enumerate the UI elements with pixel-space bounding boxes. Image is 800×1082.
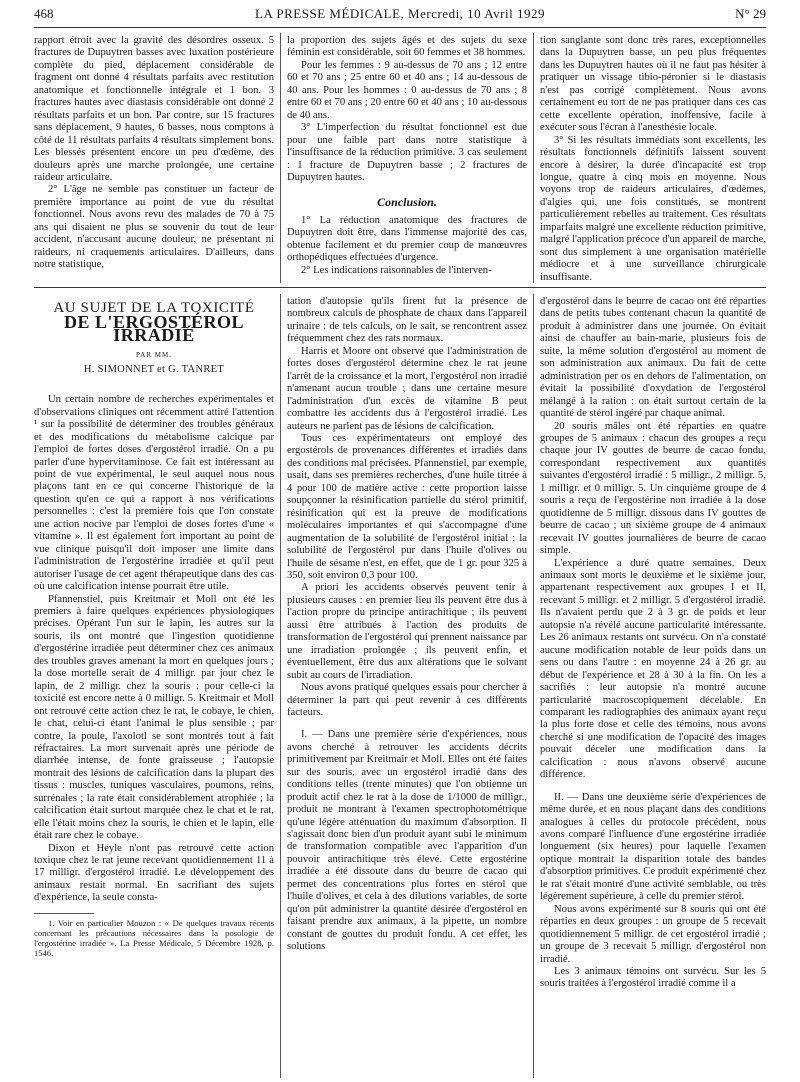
paragraph: 3° L'imperfection du résultat fonctionnel est due pour une faible part dans notre statistique à l'insuffisance de la réduction primitive. 3 cas seulement : 1 fracture de Dupuytren basse ; 2 fractures de Dupuytren hautes. <box>287 122 527 183</box>
paragraph: I. — Dans une première série d'expériences, nous avons cherché à retrouver les accidents décrits primitivement par Kreitmair et Moll. Elles ont été faites sur des souris, avec un ergostérol irradié dans des conditions telles (trente minutes) que l'on obtienne un produit actif chez le rat à la dose de 1/1000 de milligr., produit ne montrant à l'examen spectrophotométrique qu'une légère atténuation du maximum d'absorption. Il s'agissait donc bien d'un produit ayant subi le minimum de transformation compatible avec l'apparition d'un pouvoir antirachitique très élevé. Cette ergostérine irradiée a été dissoute dans du beurre de cacao qui permet des concentrations plus fortes en stérol que l'huile d'olives, et cela à des dilutions variables, de sorte qu'on pût administrer la quantité désirée d'ergostérol en faisant prendre aux animaux, à la pipette, un nombre constant de gouttes du produit fondu. A cet effet, les solutions <box>287 729 527 953</box>
paragraph: 3° Si les résultats immédiats sont excellents, les résultats fonctionnels définitifs laissent souvent encore à désirer, la durée d'incapacité est trop longue, quatre à cinq mois en moyenne. Nous voyons trop de raideurs articulaires, d'œdèmes, d'algies qui, une fois constitués, se montrent particulièrement rebelles au traitement. Ces résultats imparfaits malgré une excellente réduction primitive, malgré l'application précoce d'un appareil de marche, sont dus simplement à une organisation matérielle médiocre et à une surveillance chirurgicale insuffisante. <box>540 134 766 281</box>
byline-par: PAR MM. <box>136 351 172 360</box>
paragraph: Les 3 animaux témoins ont survécu. Sur les 5 souris traitées à l'ergostérol irradié comme il a <box>540 966 766 990</box>
article-column-1 <box>34 296 274 1076</box>
issue-number: N° 29 <box>735 6 766 21</box>
paragraph: A priori les accidents observés peuvent tenir à plusieurs causes : en premier lieu ils peuvent être dus à l'action propre du principe antirachitique ; ils peuvent aussi être attribués à l'action des produits de transformation de l'ergostérol qui prennent naissance par une irradiation prolongée ; ils peuvent enfin, et éventuellement, être dus aux altérations que le solvant subit au cours de l'irradiation. <box>287 582 527 681</box>
paragraph: la proportion des sujets âgés et des sujets du sexe féminin est considérable, soit 60 femmes et 38 hommes. <box>287 35 527 59</box>
journal-title: LA PRESSE MÉDICALE, Mercredi, 10 Avril 1929 <box>255 6 545 21</box>
paragraph: Nous avons pratiqué quelques essais pour chercher à déterminer la part qui peut revenir à ces différents facteurs. <box>287 682 527 718</box>
conclusion-heading: Conclusion. <box>377 195 437 210</box>
column-divider <box>280 294 281 1078</box>
top-column-2 <box>287 35 527 281</box>
paragraph: 2° L'âge ne semble pas constituer un facteur de première importance au point de vue du résultat fonctionnel. Nous avons revu des malades de 70 à 75 ans qui disaient ne plus se souvenir du tout de leur accident, n'accusant aucune douleur, ne présentant ni raideurs, ni craquements articulaires. D'ailleurs, dans notre statistique, <box>34 184 274 271</box>
page-number: 468 <box>34 6 54 21</box>
top-column-3 <box>540 35 766 281</box>
column-divider <box>533 294 534 1078</box>
paragraph: 1° La réduction anatomique des fractures de Dupuytren doit être, dans l'immense majorité des cas, obtenue facilement et du premier coup de manœuvres orthopédiques effectuées d'urgence. <box>287 214 527 264</box>
page-header <box>34 6 766 26</box>
column-divider <box>533 33 534 283</box>
paragraph: Nous avons expérimenté sur 8 souris qui ont été réparties en deux groupes : un groupe de 5 recevait quotidiennement 5 milligr. de cet ergostérol irradié ; un groupe de 3 recevait 5 milligr. d'ergostérol non irradié. <box>540 903 766 965</box>
paragraph: tion sanglante sont donc très rares, exceptionnelles dans la Dupuytren basse, un peu plus fréquentes dans les Dupuytren hautes où il ne faut pas hésiter à pratiquer un vissage tibio-péronier si le diastasis n'est pas corrigé complètement. Nous avons certainement eu tort de ne pas pratiquer dans ces cas cette excellente opération, inoffensive, facile à exécuter sous l'écran à l'anesthésie locale. <box>540 35 766 134</box>
paragraph: 20 souris mâles ont été réparties en quatre groupes de 5 animaux : chacun des groupes a reçu chaque jour IV gouttes de beurre de cacao fondu, correspondant respectivement aux quantités suivantes d'ergostérol irradié : 5 milligr., 2 milligr. 5, 1 milligr. et 0 milligr. 5. Un cinquième groupe de 4 souris a reçu de l'ergostérine non irradiée à la dose quotidienne de 5 milligr. dissous dans IV gouttes de beurre de cacao ; un sixième groupe de 4 animaux recevait IV gouttes journalières de beurre de cacao simple. <box>540 420 766 557</box>
paragraph: Dixon et Heyle n'ont pas retrouvé cette action toxique chez le rat jeune recevant quotidiennement 11 à 17 milligr. d'ergostérol irradié. Le développement des animaux restait normal. En sacrifiant des sujets d'expérience, la seule consta- <box>34 842 274 904</box>
article-title-line-1: AU SUJET DE LA TOXICITÉ <box>53 300 255 316</box>
paragraph: tation d'autopsie qu'ils firent fut la présence de nombreux calculs de phosphate de chaux dans l'appareil urinaire : de tels calculs, on le sait, se rencontrent assez fréquemment chez des rats normaux. <box>287 296 527 345</box>
header-rule <box>34 27 766 28</box>
article-column-2 <box>287 296 527 1076</box>
paragraph: Harris et Moore ont observé que l'administration de fortes doses d'ergostérol détermine chez le rat jeune l'arrêt de la croissance et la mort, l'ergostérol non irradié n'amenant aucun trouble ; dans une certaine mesure l'administration d'un excès de vitamine B peut combattre les accidents dus à l'ergostérol irradié. Les auteurs ne parlent pas de lésions de calcification. <box>287 345 527 432</box>
footnote-rule <box>34 913 94 914</box>
article-column-3 <box>540 296 766 1076</box>
paragraph: Un certain nombre de recherches expérimentales et d'observations cliniques ont récemment attiré l'attention ¹ sur la possibilité de déterminer des troubles généraux et des modifications du métabolisme calcique par l'emploi de fortes doses d'ergostérol irradié. On a pu parler d'une hypervitaminose. Ce fait est intéressant au point de vue expérimental, le seul auquel nous nous plaçons tant en ce qui concerne l'historique de la question qu'en ce qui a rapport à nos vérifications personnelles : c'est la première fois que l'on constate une action nocive par l'emploi de doses fortes d'une « vitamine ». Il est également fort important au point de vue clinique puisqu'il doit imposer une limite dans l'administration de l'ergostérine irradiée et qu'il peut autoriser l'usage de cet agent thérapeutique dans des cas où une calcification intense pourrait être utile. <box>34 394 274 593</box>
column-divider <box>280 33 281 283</box>
paragraph: L'expérience a duré quatre semaines. Deux animaux sont morts le deuxième et le sixième jour, appartenant respectivement aux groupes I et II, recevant 5 milligr. et 2 milligr. 5 d'ergostérol irradié. Ils n'avaient perdu que 2 à 3 gr. de poids et leur autopsie n'a révélé aucune particularité intéressante. Les 26 animaux restants ont survécu. On n'a constaté aucune modification notable de leur poids dans un sens ou dans l'autre : en moyenne 24 à 26 gr. au début de l'expérience et 28 à 30 à la fin. On les a sacrifiés : leur autopsie n'a montré aucune particularité macroscopiquement décelable. En comparant les radiographies des animaux ayant reçu la plus forte dose et celle des témoins, nous avons cherché si une modification de l'opacité des images pouvait déceler une modification dans la calcification : nous n'avons observé aucune différence. <box>540 557 766 781</box>
paragraph: rapport étroit avec la gravité des désordres osseux. 5 fractures de Dupuytren basses avec luxation postérieure complète du pied, déplacement considérable de fragment ont donné 4 résultats parfaits avec restitution anatomique et fonctionnelle intégrale et 1 bon. 3 fractures hautes avec diastasis considérable ont donné 2 résultats parfaits et un bon. Par contre, sur 15 fractures sans déplacement, 9 hautes, 6 basses, nous comptons à côté de 11 résultats parfaits 4 résultats simplement bons. Les blessés présentent encore un peu d'œdème, des douleurs après une marche prolongée, une certaine raideur articulaire. <box>34 35 274 183</box>
footnote: 1. Voir en particulier Mouzon : « De quelques travaux récents concernant les précautions nécessaires dans la posologie de l'ergostérine irradiée ». La Presse Médicale, 5 Décembre 1928, p. 1546. <box>34 917 274 959</box>
paragraph: Pour les femmes : 9 au-dessus de 70 ans ; 12 entre 60 et 70 ans ; 25 entre 60 et 40 ans ; 14 au-dessous de 40 ans. Pour les hommes : 0 au-dessus de 70 ans ; 8 entre 60 et 70 ans ; 20 entre 60 et 40 ans ; 10 au-dessous de 40 ans. <box>287 59 527 121</box>
paragraph: 2° Les indications raisonnables de l'interven- <box>301 264 492 276</box>
article-authors: H. SIMONNET et G. TANRET <box>83 363 225 375</box>
paragraph: II. — Dans une deuxième série d'expériences de même durée, et en nous plaçant dans des conditions analogues à celles du protocole précédent, nous avons comparé l'influence d'une ergostérine irradiée longuement (six heures) pour laquelle l'examen optique montrait la disparition totale des bandes d'absorption primitives. Ce produit expérimenté chez le rat s'était montré d'une activité semblable, ou très légèrement supérieure, à celle du premier stérol. <box>540 791 766 903</box>
paragraph: d'ergostérol dans le beurre de cacao ont été réparties dans de petits tubes contenant chacun la quantité de produit à administrer dans une journée. On évitait ainsi de chauffer au bain-marie, plusieurs fois de suite, la même solution d'ergostérol au moment de son administration aux animaux. Du fait de cette administration per os en dehors de l'alimentation, on évitait la possibilité d'oxydation de l'ergostérol mélangé à la ration : on était surtout certain de la quantité de stérol ingéré par chaque animal. <box>540 296 766 420</box>
paragraph: Pfannenstiel, puis Kreitmair et Moll ont été les premiers à faire quelques expériences physiologiques précises. Opérant l'un sur le lapin, les autres sur la souris, ils ont montré que l'ingestion quotidienne d'ergostérine irradiée peut déterminer chez ces animaux des troubles graves amenant la mort en quelques jours ; la dose mortelle serait de 4 milligr. par jour chez le lapin, de 2 milligr. chez la souris : pour celle-ci la toxicité est encore nette à 0 milligr. 5. Kreitmair et Moll ont retrouvé cette action chez le rat, le cobaye, le chien, le chat, celui-ci étant l'animal le plus sensible ; par contre, la poule, l'axolotl se sont montrés tout à fait réfractaires. La mort survenait après une période de diarrhée intense, de fonte graisseuse ; l'autopsie montrait des lésions de calcification dans la plupart des tissus : muscles, tuniques vasculaires, poumons, reins, surrénales ; la rate était considérablement atrophiée ; la calcification était surtout marquée chez le chat et le rat, elle l'était moins chez la souris, le chien et le lapin, elle était rare chez le cobaye. <box>34 593 274 842</box>
section-rule <box>34 287 766 288</box>
top-column-1 <box>34 35 274 281</box>
paragraph: Tous ces expérimentateurs ont employé des ergostérols de provenances différentes et irradiés dans des conditions mal précisées. Pfannenstiel, par exemple, usait, dans ses premières recherches, d'une huile titrée à 4 pour 100 de matière active : cette proportion laisse soupçonner la résinification partielle du stérol primitif, résinification qui est la preuve de modifications moléculaires importantes et qui s'accompagne d'une augmentation de la solubilité de l'ergostérol initial ; la solubilité de l'ergostérol pur dans l'huile d'olives ou l'huile de sésame n'est, en effet, que de 1 gr. pour 325 à 350, soit environ 0,3 pour 100. <box>287 432 527 581</box>
article-title-line-2: DE L'ERGOSTÉROL IRRADIÉ <box>63 312 245 345</box>
